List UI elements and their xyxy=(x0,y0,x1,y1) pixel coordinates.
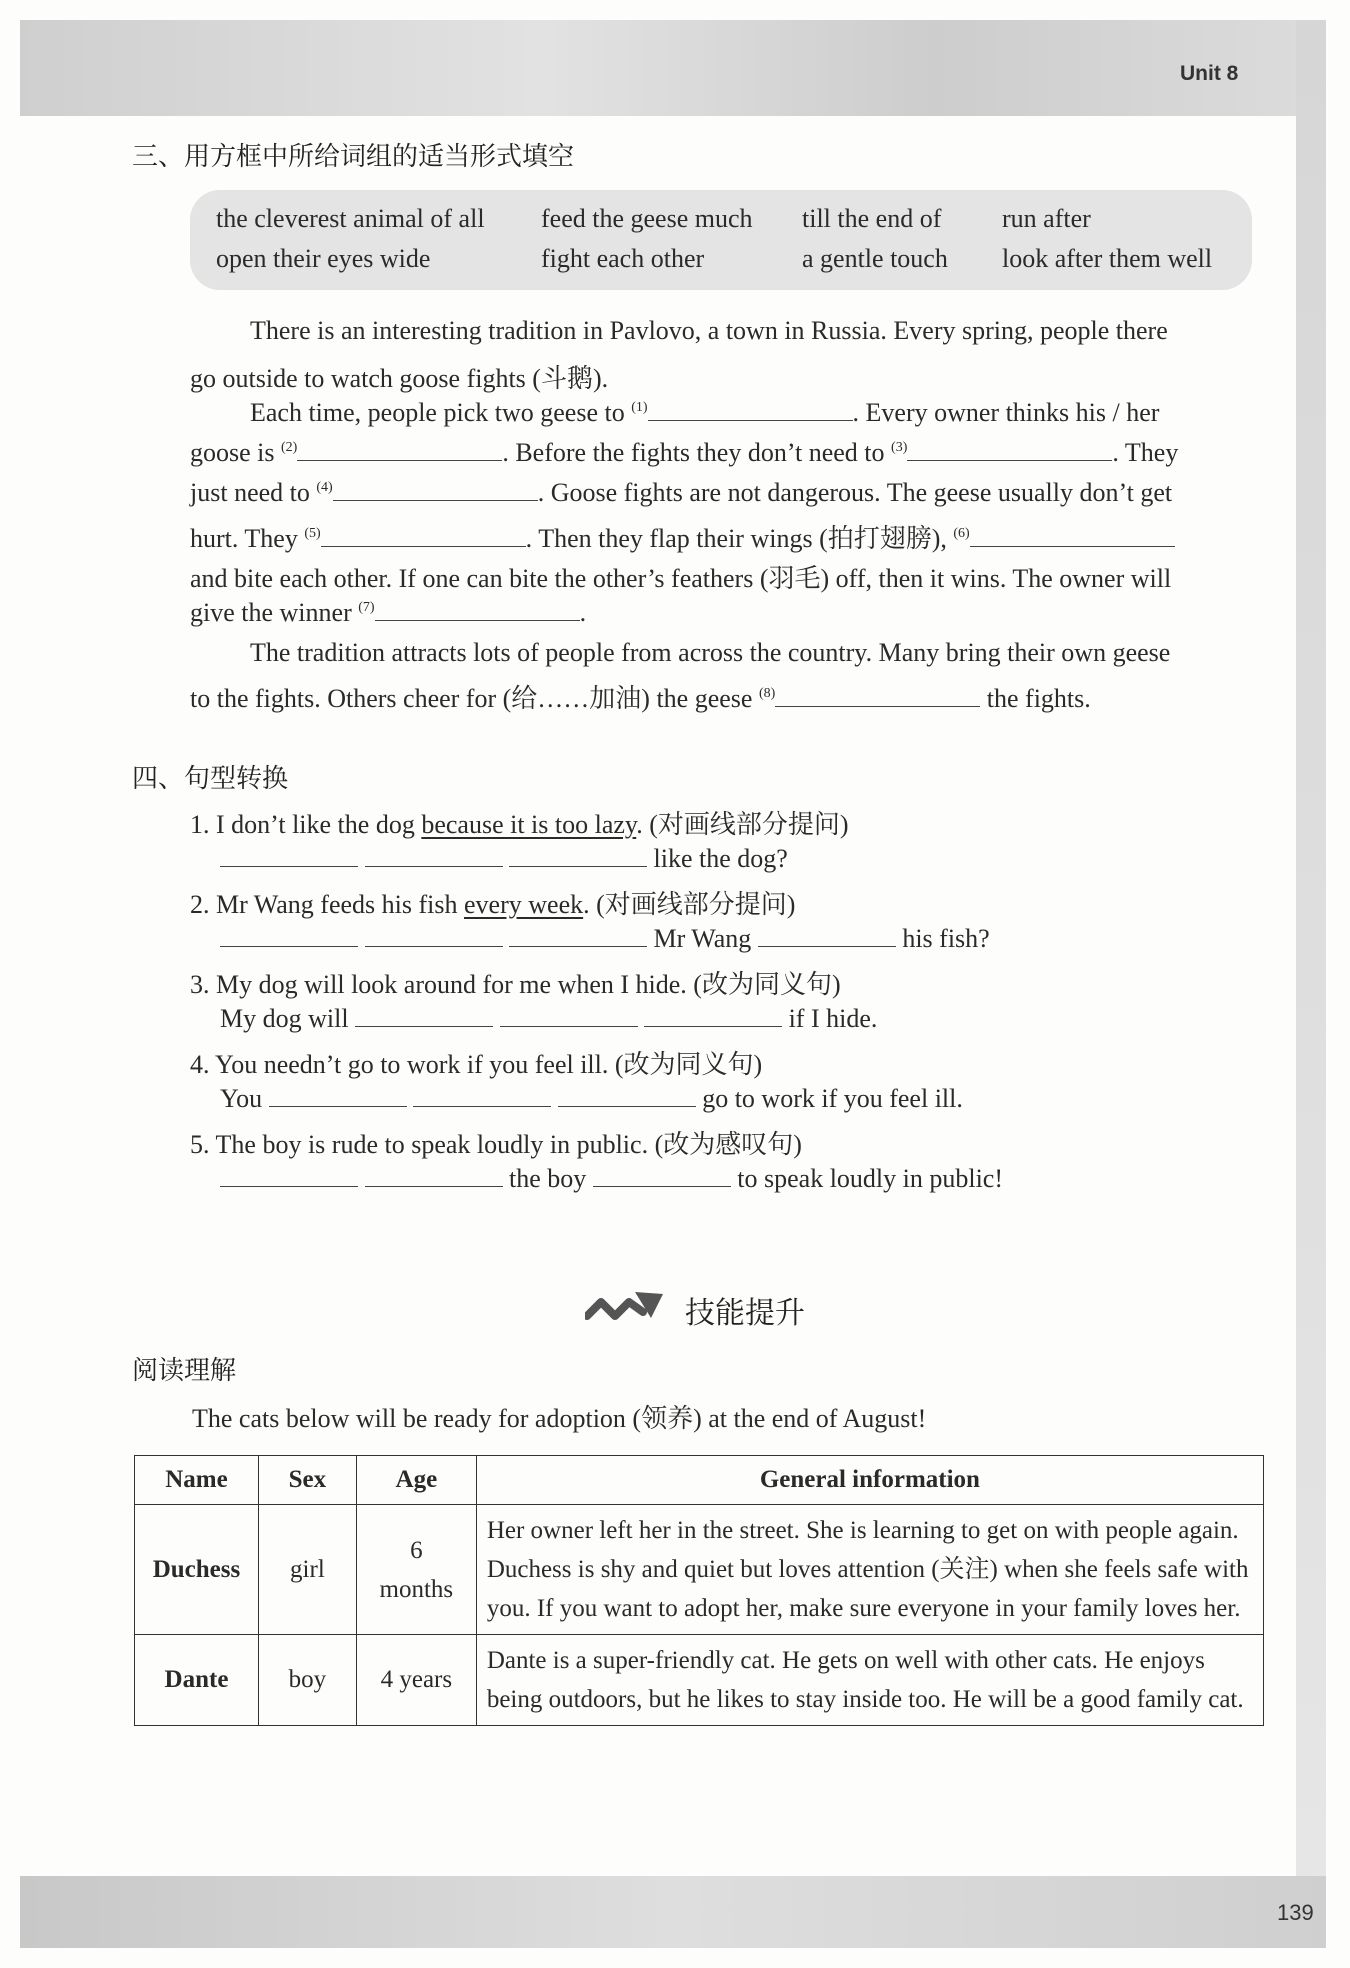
passage-line: hurt. They $^{(5)}$ . Then they flap their wings (拍打翅膀), $^{(6)}$ xyxy=(190,518,1175,555)
cat-age: 6 months xyxy=(356,1505,476,1635)
column-header: Age xyxy=(356,1456,476,1505)
passage-line: goose is $^{(2)}$ . Before the fights they don’t need to $^{(3)}$ . They xyxy=(190,438,1179,467)
page-side-band xyxy=(1296,20,1326,1880)
reading-heading: 阅读理解 xyxy=(132,1356,237,1386)
phrase: feed the geese much xyxy=(541,204,753,233)
answer-line-5: the boy to speak loudly in public! xyxy=(220,1164,1003,1194)
answer-blank[interactable] xyxy=(558,1084,696,1107)
phrase: till the end of xyxy=(802,204,942,233)
passage-line: There is an interesting tradition in Pavlovo, a town in Russia. Every spring, people there xyxy=(250,316,1168,345)
cat-name: Dante xyxy=(135,1635,259,1726)
answer-blank[interactable] xyxy=(509,844,647,867)
table-header-row xyxy=(135,1456,1264,1505)
question-1: 1. I don’t like the dog because it is too lazy. (对画线部分提问) xyxy=(190,810,849,839)
passage-line: just need to $^{(4)}$ . Goose fights are not dangerous. The geese usually don’t get xyxy=(190,478,1173,507)
answer-blank[interactable] xyxy=(269,1084,407,1107)
answer-line-4: You go to work if you feel ill. xyxy=(220,1084,963,1113)
blank-1[interactable] xyxy=(648,398,853,421)
question-2: 2. Mr Wang feeds his fish every week. (对画线部分提问) xyxy=(190,890,796,919)
answer-line-3: My dog will if I hide. xyxy=(220,1004,878,1033)
passage-line: and bite each other. If one can bite the other’s feathers (羽毛) off, then it wins. The owner will xyxy=(190,564,1172,593)
cat-info: Dante is a super-friendly cat. He gets on well with other cats. He enjoys being outdoors, but he likes to stay inside too. He will be a good family cat. xyxy=(476,1635,1263,1726)
answer-line-2: Mr Wang his fish? xyxy=(220,924,990,954)
phrase: fight each other xyxy=(541,244,705,273)
cat-info: Her owner left her in the street. She is learning to get on with people again. Duchess is shy and quiet but loves attention (关注) when she feels safe with you. If you want to adopt her, make sure everyone in your family loves her. xyxy=(476,1505,1263,1635)
blank-number: (2) xyxy=(281,440,298,455)
phrase: run after xyxy=(1002,204,1091,233)
phrase: open their eyes wide xyxy=(216,244,431,273)
blank-number: (1) xyxy=(631,400,648,415)
blank-3[interactable] xyxy=(907,438,1112,461)
page-footer-band xyxy=(20,1876,1326,1948)
column-header: Name xyxy=(135,1456,259,1505)
answer-blank[interactable] xyxy=(220,1164,358,1187)
blank-2[interactable] xyxy=(297,438,502,461)
answer-blank[interactable] xyxy=(593,1164,731,1187)
blank-number: (3) xyxy=(891,440,908,455)
blank-8[interactable] xyxy=(775,684,980,707)
answer-blank[interactable] xyxy=(365,844,503,867)
passage-line: Each time, people pick two geese to $^{(1)}$ . Every owner thinks his / her xyxy=(250,398,1160,427)
blank-7[interactable] xyxy=(375,598,580,621)
answer-line-1: like the dog? xyxy=(220,844,788,874)
underlined-part: because it is too lazy xyxy=(421,810,637,839)
cat-age: 4 years xyxy=(356,1635,476,1726)
passage-line: go outside to watch goose fights (斗鹅). xyxy=(190,364,609,393)
blank-5[interactable] xyxy=(321,524,526,547)
answer-blank[interactable] xyxy=(355,1004,493,1027)
section4-heading: 四、句型转换 xyxy=(132,764,289,794)
cats-table xyxy=(134,1455,1264,1726)
cat-name: Duchess xyxy=(135,1505,259,1635)
column-header: Sex xyxy=(258,1456,356,1505)
page-header-band xyxy=(20,20,1326,116)
page-number: 139 xyxy=(1277,1900,1314,1925)
answer-blank[interactable] xyxy=(220,844,358,867)
blank-number: (5) xyxy=(304,526,321,541)
blank-4[interactable] xyxy=(333,478,538,501)
phrase: a gentle touch xyxy=(802,244,948,273)
blank-number: (8) xyxy=(758,686,776,701)
answer-blank[interactable] xyxy=(758,924,896,947)
section3-heading: 三、用方框中所给词组的适当形式填空 xyxy=(132,142,575,172)
answer-blank[interactable] xyxy=(413,1084,551,1107)
reading-intro: The cats below will be ready for adoption (领养) at the end of August! xyxy=(192,1404,927,1433)
question-4: 4. You needn’t go to work if you feel ill. (改为同义句) xyxy=(190,1050,763,1079)
phrase: look after them well xyxy=(1002,244,1213,273)
passage-line: The tradition attracts lots of people from across the country. Many bring their own geese xyxy=(250,638,1171,667)
answer-blank[interactable] xyxy=(509,924,647,947)
passage-line: to the fights. Others cheer for (给……加油) the geese $^{(8)}$ the fights. xyxy=(190,684,1091,713)
phrase: the cleverest animal of all xyxy=(216,204,485,233)
cat-sex: girl xyxy=(258,1505,356,1635)
cat-sex: boy xyxy=(258,1635,356,1726)
answer-blank[interactable] xyxy=(644,1004,782,1027)
question-3: 3. My dog will look around for me when I hide. (改为同义句) xyxy=(190,970,841,999)
blank-6[interactable] xyxy=(970,524,1175,547)
table-row xyxy=(135,1635,1264,1726)
unit-label: Unit 8 xyxy=(1180,62,1239,85)
trend-arrow-icon xyxy=(585,1288,665,1328)
passage-line: give the winner $^{(7)}$ . xyxy=(190,598,587,627)
answer-blank[interactable] xyxy=(365,924,503,947)
column-header: General information xyxy=(476,1456,1263,1505)
table-row xyxy=(135,1505,1264,1635)
blank-number: (6) xyxy=(953,526,970,541)
answer-blank[interactable] xyxy=(500,1004,638,1027)
answer-blank[interactable] xyxy=(220,924,358,947)
underlined-part: every week xyxy=(464,890,584,919)
blank-number: (4) xyxy=(316,480,333,495)
question-5: 5. The boy is rude to speak loudly in public. (改为感叹句) xyxy=(190,1130,802,1159)
blank-number: (7) xyxy=(358,600,375,615)
phrase-box xyxy=(190,190,1252,290)
answer-blank[interactable] xyxy=(365,1164,503,1187)
skills-title: 技能提升 xyxy=(685,1296,805,1331)
